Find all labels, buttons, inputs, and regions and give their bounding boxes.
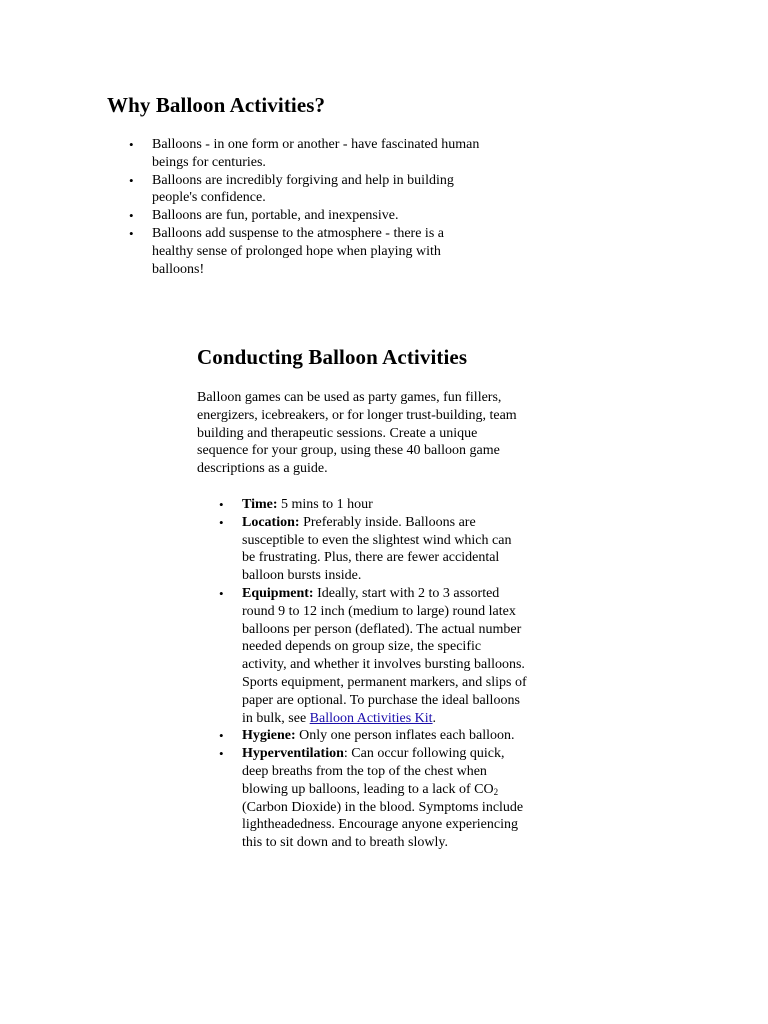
- list-item: • Balloons - in one form or another - have fascinated human beings for centuries.: [152, 136, 482, 172]
- hyperventilation-text-b: (Carbon Dioxide) in the blood. Symptoms include lightheadedness. Encourage anyone experiencing this to sit down and to breath slowly.: [242, 799, 524, 851]
- equipment-label: Equipment:: [242, 585, 314, 601]
- section-conducting-balloon-activities: [197, 342, 532, 852]
- section-heading-conducting: Conducting Balloon Activities: [197, 345, 468, 369]
- details-list: [242, 496, 527, 852]
- reasons-list: [152, 136, 482, 278]
- hyperventilation-text-a: : Can occur following quick, deep breaths from the top of the chest when blowing up balloons, leading to a lack of CO: [242, 746, 505, 797]
- list-item: • Balloons are fun, portable, and inexpensive.: [152, 207, 482, 225]
- hygiene-label: Hygiene:: [242, 728, 296, 744]
- equipment-text: Ideally, start with 2 to 3 assorted round 9 to 12 inch (medium to large) round latex balloons per person (deflated). The actual number needed depends on group size, the specific activity, and whether it involves bursting balloons. Sports equipment, permanent markers, and slips of paper are optional. To purchase the ideal balloons in bulk, see: [242, 585, 527, 726]
- hyperventilation-label: Hyperventilation: [242, 746, 344, 762]
- section-heading-why: Why Balloon Activities?: [107, 93, 326, 117]
- list-item-hygiene: [242, 727, 527, 745]
- time-text: 5 mins to 1 hour: [277, 496, 373, 512]
- list-item: • Balloons add suspense to the atmosphere - there is a healthy sense of prolonged hope when playing with balloons!: [152, 225, 482, 278]
- balloon-activities-kit-link[interactable]: Balloon Activities Kit: [309, 710, 433, 726]
- list-item-hyperventilation: [242, 745, 527, 852]
- location-label: Location:: [242, 514, 300, 530]
- intro-paragraph: Balloon games can be used as party games, fun fillers, energizers, icebreakers, or for longer trust-building, team building and therapeutic sessions. Create a unique sequence for your group, using these 40 balloon game descriptions as a guide.: [197, 390, 517, 477]
- subscript-2: 2: [493, 786, 499, 797]
- equipment-after: .: [432, 710, 437, 726]
- list-item-location: [242, 514, 527, 585]
- time-label: Time:: [242, 496, 278, 512]
- list-item-equipment: [242, 585, 527, 727]
- list-item-time: [242, 496, 527, 514]
- section-why-balloon-activities: [107, 90, 507, 278]
- location-text: Preferably inside. Balloons are susceptible to even the slightest wind which can be frustrating. Plus, there are fewer accidental balloon bursts inside.: [242, 514, 512, 584]
- list-item: • Balloons are incredibly forgiving and help in building people's confidence.: [152, 172, 482, 208]
- hygiene-text: Only one person inflates each balloon.: [295, 728, 515, 744]
